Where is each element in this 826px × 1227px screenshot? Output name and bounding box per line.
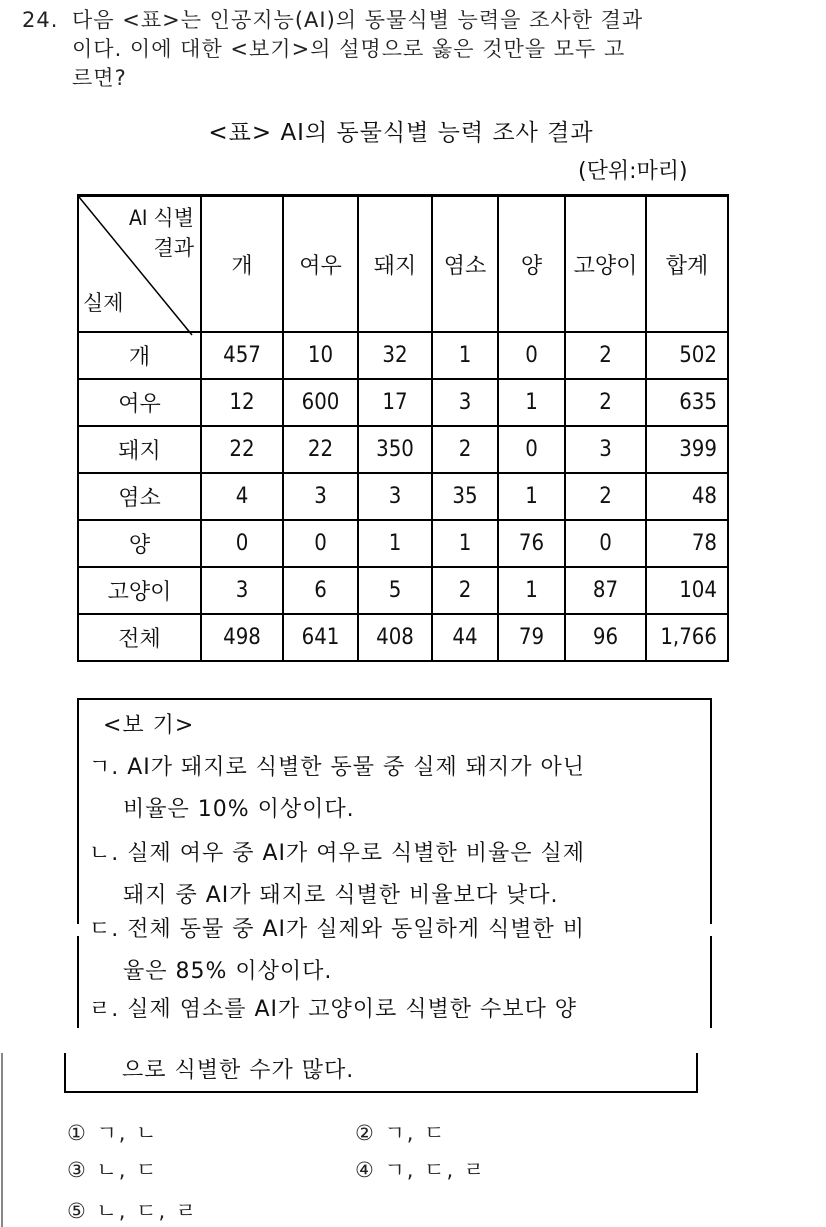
option-2[interactable] (355, 1117, 446, 1147)
table-cell: 96 (565, 614, 646, 661)
column-header: 합계 (646, 196, 728, 333)
table-cell: 3 (358, 473, 432, 520)
table-cell: 3 (283, 473, 358, 520)
bogi-heading: <보 기> (103, 713, 195, 738)
column-header: 염소 (432, 196, 498, 333)
table-cell: 641 (283, 614, 358, 661)
bogi-box-part3 (64, 1053, 698, 1093)
table-cell: 350 (358, 426, 432, 473)
table-cell: 0 (283, 520, 358, 567)
option-5[interactable] (67, 1195, 198, 1225)
bogi-item-digeut-clipped: ㄷ. 전체 동물 중 AI가 실제와 동일하게 식별한 비 (89, 917, 586, 942)
column-header: 개 (201, 196, 283, 333)
row-label: 전체 (78, 614, 201, 661)
table-cell: 1 (498, 473, 565, 520)
bogi-box-part1 (77, 698, 712, 942)
table-cell: 35 (432, 473, 498, 520)
row-label: 양 (78, 520, 201, 567)
column-header: 여우 (283, 196, 358, 333)
table-cell: 79 (498, 614, 565, 661)
table-cell: 1 (432, 332, 498, 379)
table-row (78, 520, 728, 567)
table-cell: 0 (565, 520, 646, 567)
table-unit: (단위:마리) (578, 159, 688, 184)
row-label: 여우 (78, 379, 201, 426)
table-row (78, 379, 728, 426)
option-5-mark: ⑤ (67, 1199, 88, 1223)
table-cell-total: 399 (646, 426, 728, 473)
table-cell: 1 (432, 520, 498, 567)
data-table (77, 194, 729, 662)
table-cell-total: 78 (646, 520, 728, 567)
bogi-item-giyeok: ㄱ. AI가 돼지로 식별한 동물 중 실제 돼지가 아닌 (89, 755, 586, 780)
table-cell: 3 (201, 567, 283, 614)
question-number: 24. (22, 8, 59, 32)
table-header-row (78, 196, 728, 333)
column-header: 양 (498, 196, 565, 333)
table-cell: 408 (358, 614, 432, 661)
table-title (0, 114, 826, 147)
question-line: 이다. 이에 대한 <보기>의 설명으로 옳은 것만을 모두 고 (72, 37, 626, 61)
table-cell: 22 (283, 426, 358, 473)
table-cell: 10 (283, 332, 358, 379)
page-edge-divider (1, 1053, 3, 1227)
table-cell: 87 (565, 567, 646, 614)
row-label: 개 (78, 332, 201, 379)
option-4-mark: ④ (355, 1158, 376, 1182)
table-row (78, 426, 728, 473)
table-row (78, 332, 728, 379)
question-stem (22, 6, 762, 93)
table-cell: 1 (358, 520, 432, 567)
table-cell: 0 (498, 426, 565, 473)
column-header: 고양이 (565, 196, 646, 333)
table-cell: 44 (432, 614, 498, 661)
corner-top-line1: AI 식별 (128, 206, 194, 230)
bogi-item-rieul-cont: 으로 식별한 수가 많다. (122, 1058, 355, 1083)
table-cell: 3 (565, 426, 646, 473)
bogi-item-giyeok-cont: 비율은 10% 이상이다. (123, 797, 355, 822)
table-cell-total: 104 (646, 567, 728, 614)
table-cell: 17 (358, 379, 432, 426)
option-3-mark: ③ (67, 1158, 88, 1182)
table-cell: 1 (498, 567, 565, 614)
option-1-mark: ① (67, 1121, 88, 1145)
option-2-mark: ② (355, 1121, 376, 1145)
option-4-text: ㄱ, ㄷ, ㄹ (384, 1158, 487, 1182)
table-cell: 2 (565, 332, 646, 379)
table-title-text: <표> AI의 동물식별 능력 조사 결과 (208, 120, 594, 146)
table-cell: 3 (432, 379, 498, 426)
table-cell: 2 (432, 426, 498, 473)
bogi-box-part2 (77, 936, 712, 1028)
bogi-item-nieun-cont: 돼지 중 AI가 돼지로 식별한 비율보다 낮다. (123, 883, 559, 908)
option-3-text: ㄴ, ㄷ (96, 1158, 159, 1182)
table-cell: 76 (498, 520, 565, 567)
option-5-text: ㄴ, ㄷ, ㄹ (96, 1199, 199, 1223)
row-label: 염소 (78, 473, 201, 520)
table-row (78, 473, 728, 520)
option-1[interactable] (67, 1117, 158, 1147)
table-row (78, 567, 728, 614)
table-cell: 1 (498, 379, 565, 426)
table-cell: 0 (201, 520, 283, 567)
table-row-total (78, 614, 728, 661)
table-cell: 5 (358, 567, 432, 614)
column-header: 돼지 (358, 196, 432, 333)
table-cell-total: 1,766 (646, 614, 728, 661)
option-1-text: ㄱ, ㄴ (96, 1121, 159, 1145)
table-cell: 2 (565, 379, 646, 426)
row-label: 고양이 (78, 567, 201, 614)
table-cell: 2 (432, 567, 498, 614)
question-line: 르면? (72, 66, 127, 90)
table-cell-total: 502 (646, 332, 728, 379)
option-3[interactable] (67, 1154, 158, 1184)
question-line: 다음 <표>는 인공지능(AI)의 동물식별 능력을 조사한 결과 (72, 8, 644, 32)
table-cell: 498 (201, 614, 283, 661)
table-corner-cell (78, 196, 201, 333)
corner-actual-label: 실제 (83, 291, 124, 315)
bogi-item-digeut-cont: 율은 85% 이상이다. (123, 959, 333, 984)
table-cell: 457 (201, 332, 283, 379)
table-cell: 6 (283, 567, 358, 614)
table-cell: 32 (358, 332, 432, 379)
table-cell: 600 (283, 379, 358, 426)
bogi-item-nieun: ㄴ. 실제 여우 중 AI가 여우로 식별한 비율은 실제 (89, 841, 586, 866)
table-cell: 2 (565, 473, 646, 520)
corner-ai-label (129, 203, 194, 263)
table-cell: 22 (201, 426, 283, 473)
table-cell: 4 (201, 473, 283, 520)
row-label: 돼지 (78, 426, 201, 473)
table-cell: 12 (201, 379, 283, 426)
option-2-text: ㄱ, ㄷ (384, 1121, 447, 1145)
option-4[interactable] (355, 1154, 486, 1184)
corner-top-line2: 결과 (153, 236, 194, 260)
bogi-item-rieul: ㄹ. 실제 염소를 AI가 고양이로 식별한 수보다 양 (89, 997, 578, 1022)
table-cell: 0 (498, 332, 565, 379)
table-cell-total: 48 (646, 473, 728, 520)
table-cell-total: 635 (646, 379, 728, 426)
